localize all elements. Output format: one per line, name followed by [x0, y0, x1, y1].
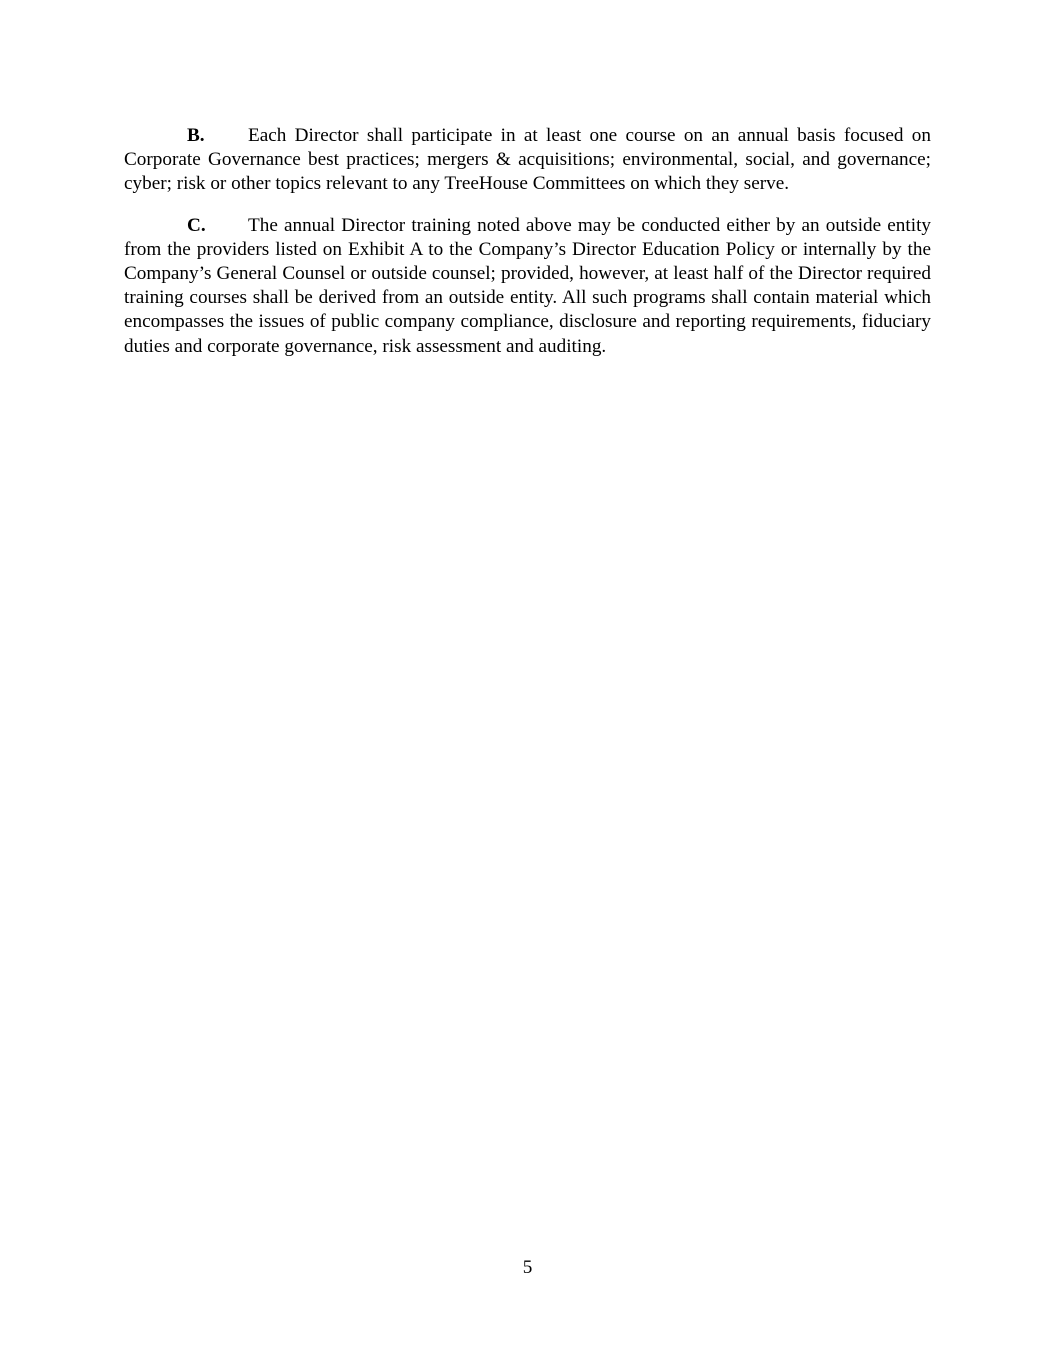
paragraph-marker-b: B. [187, 125, 205, 146]
page-number: 5 [522, 1257, 533, 1278]
paragraph-marker-c: C. [187, 214, 206, 236]
document-body [124, 124, 931, 359]
paragraph-b [124, 124, 931, 197]
paragraph-text-c: The annual Director training noted above may be conducted either by an outside entity from the providers listed on Exhibit A to the Company’s Director Education Policy or internally by the Company’s General Counsel or outside counsel; provided, however, at least half of the Director required training courses shall be derived from an outside entity. All such programs shall contain material which encompasses the issues of public company compliance, disclosure and reporting requirements, fiduciary duties and corporate governance, risk assessment and auditing. [124, 214, 931, 357]
paragraph-text-b: Each Director shall participate in at least one course on an annual basis focused on Corporate Governance best practices; mergers & acquisitions; environmental, social, and governance; cyber; risk or other topics relevant to any TreeHouse Committees on which they serve. [124, 125, 931, 195]
paragraph-c [124, 214, 931, 359]
